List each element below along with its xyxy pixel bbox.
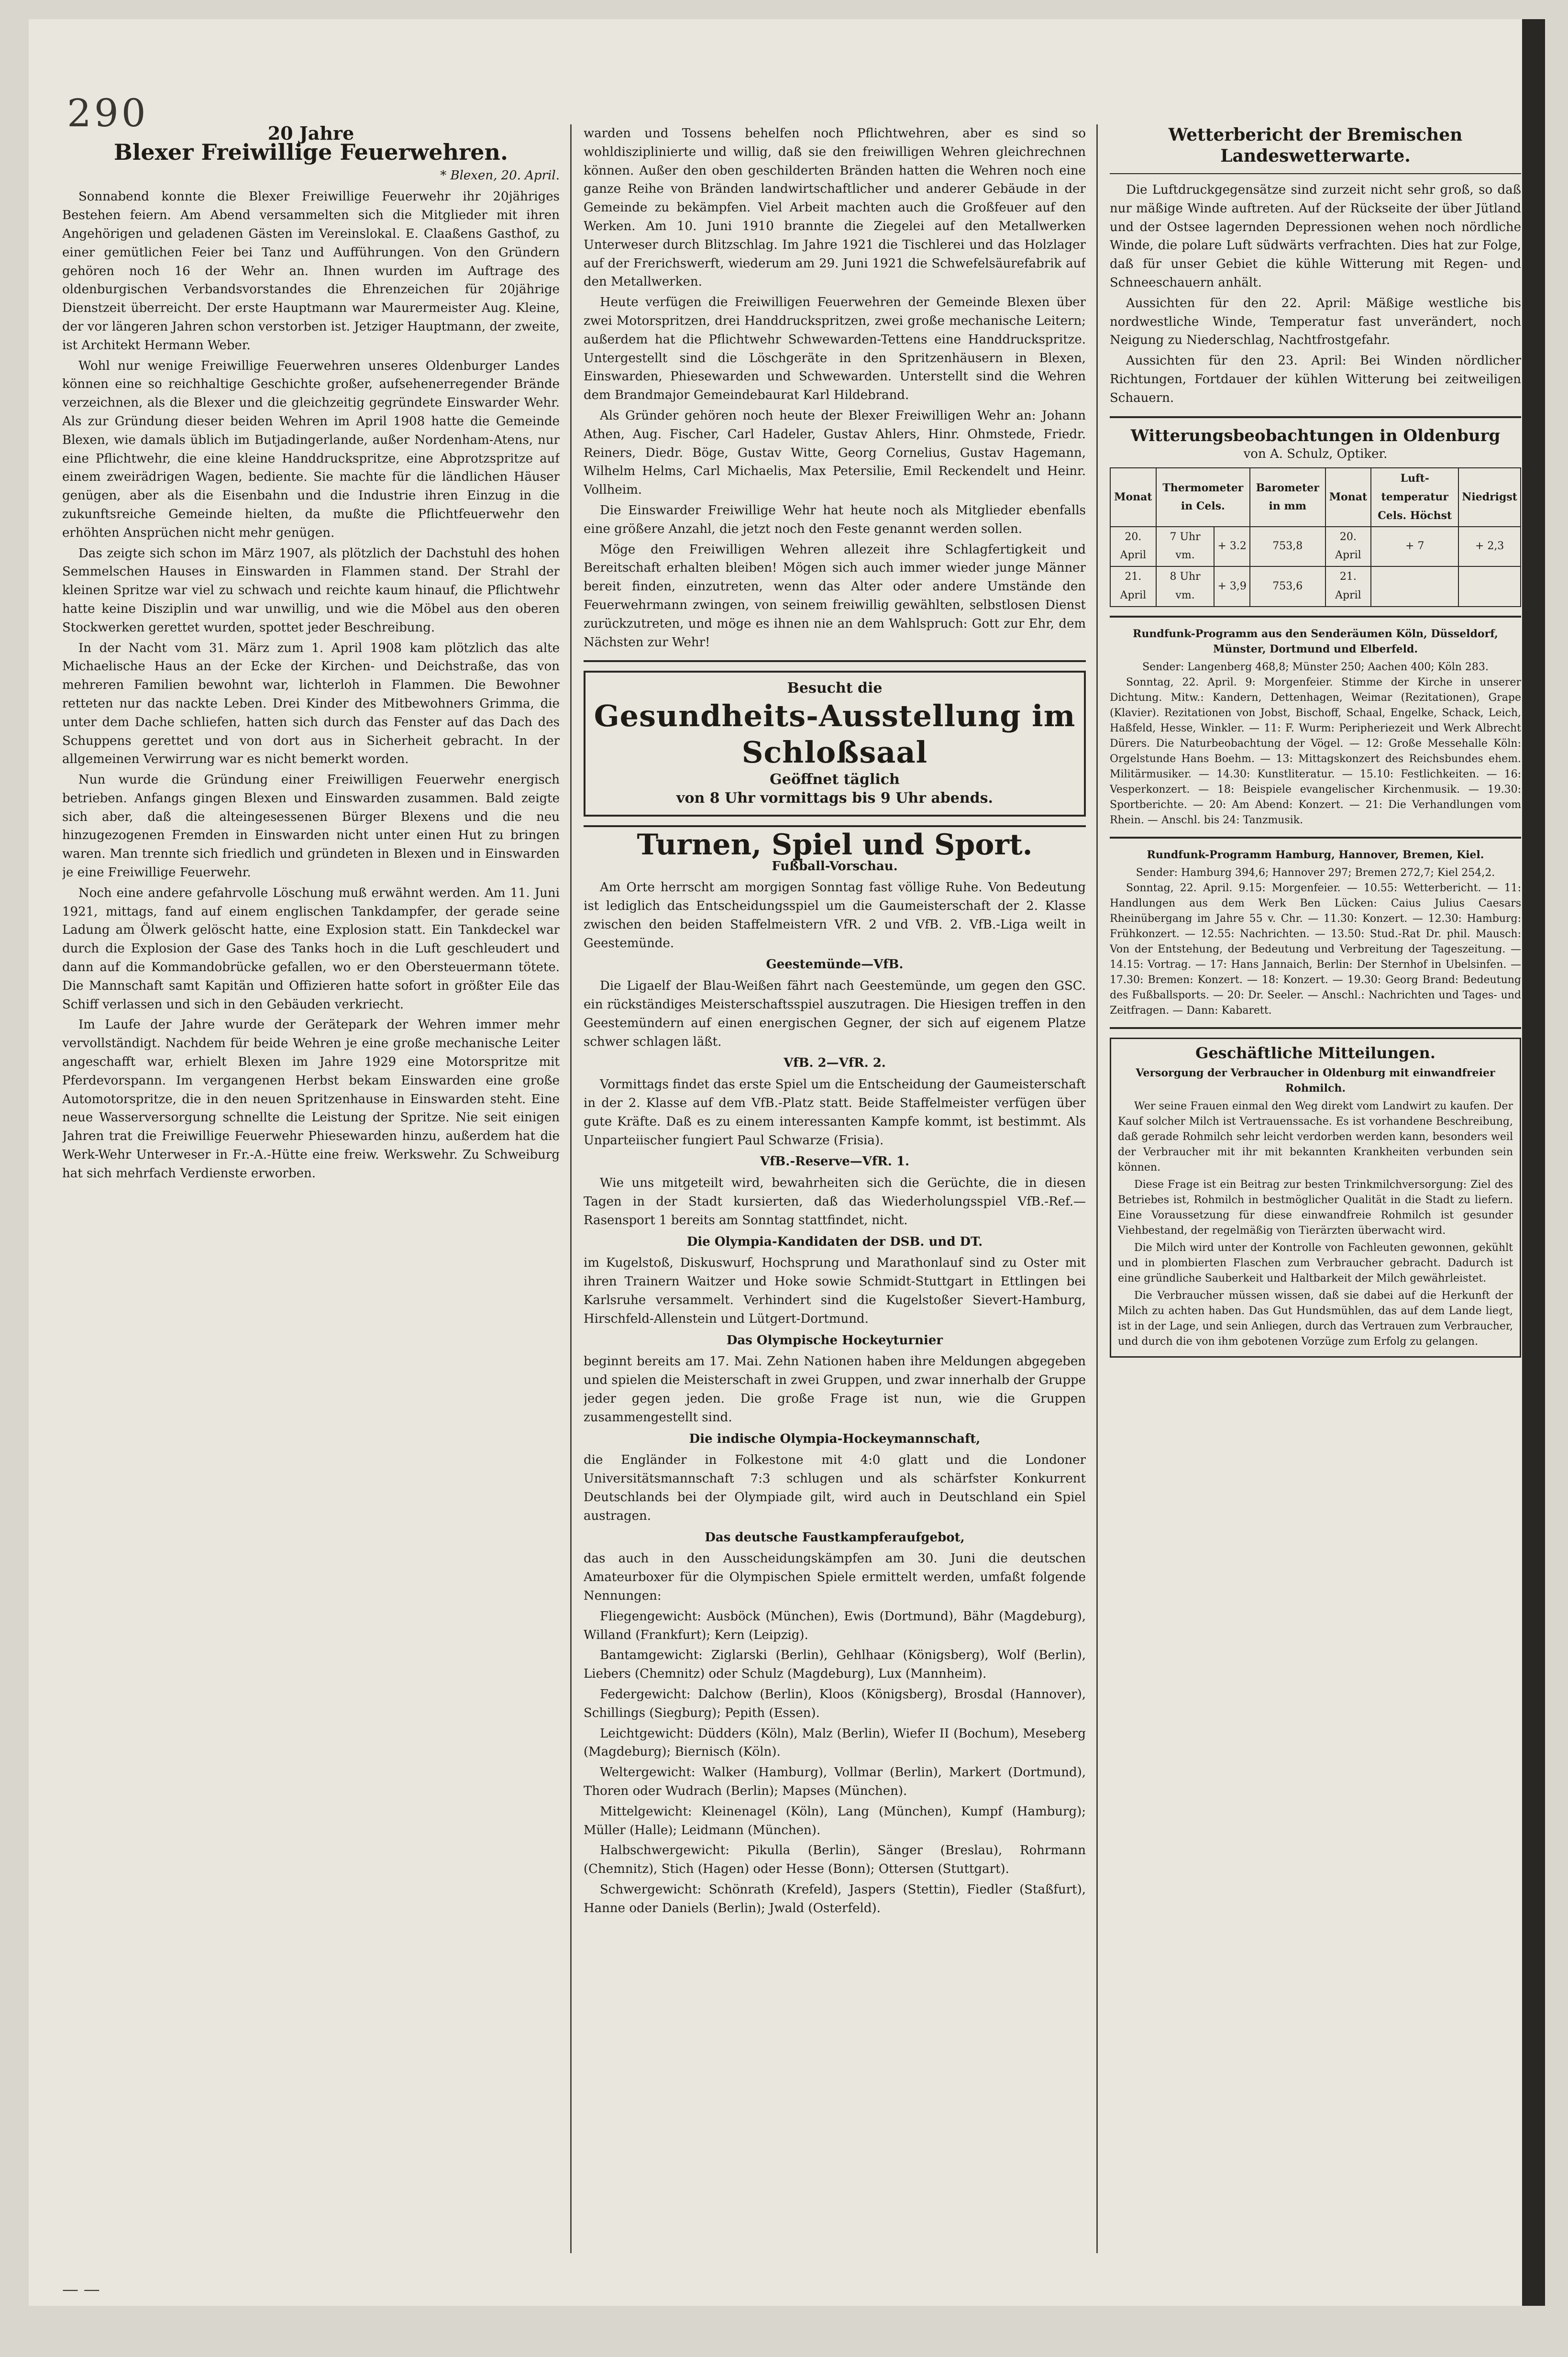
weather-title: Wetterbericht der Bremischen Landeswetterwarte. [1168, 125, 1463, 166]
radio-title: Rundfunk-Programm Hamburg, Hannover, Bremen, Kiel. [1147, 848, 1484, 861]
weather-observation-table [1110, 467, 1521, 607]
paragraph: Fliegengewicht: Ausböck (München), Ewis (Dortmund), Bähr (Magdeburg), Willand (Frankfurt); Kern (Leipzig). [584, 1609, 1086, 1642]
section-rule [1110, 416, 1521, 418]
paragraph: Noch eine andere gefahrvolle Löschung muß erwähnt werden. Am 11. Juni 1921, mittags, fand auf einem englischen Tankdampfer, der gerade seine Ladung am Ölwerk gelöscht hatte, eine Explosion statt. Ein Tankdeckel war durch die Explosion der Gase des Tanks hoch in die Luft geschleudert und dann auf die Kommandobrücke gefallen, wo er den Obersteuermann tötete. Die Mannschaft samt Kapitän und Offizieren hatte sofort in größter Eile das Schiff verlassen und sich in den Gebäuden verkriecht. [62, 885, 560, 1012]
paragraph: Die Milch wird unter der Kontrolle von Fachleuten gewonnen, gekühlt und in plombierten Flaschen zum Verbraucher gebracht. Dadurch ist eine gründliche Sauberkeit und Haltbarkeit der Milch gewährleistet. [1118, 1241, 1513, 1284]
table-cell: 753,8 [1250, 527, 1325, 567]
paragraph: Möge den Freiwilligen Wehren allezeit ihre Schlagfertigkeit und Bereitschaft erhalten bleiben! Mögen sich auch immer wieder junge Männer bereit finden, einzutreten, wenn das Alter oder andere Umstände den Feuerwehrmann zwingen, von seinem freiwillig gewählten, selbstlosen Dienst zurückzutreten, und möge es ihnen nie an dem Wahlspruch: Gott zur Ehr, dem Nächsten zur Wehr! [584, 542, 1086, 650]
paragraph: In der Nacht vom 31. März zum 1. April 1908 kam plötzlich das alte Michaelische Haus an der Ecke der Kirchen- und Deichstraße, das von mehreren Familien bewohnt war, lichterloh in Flammen. Die Bewohner retteten nur das nackte Leben. Drei Kinder des Mitbewohners Grimma, die unter dem Dache schliefen, hatten sich durch das Fenster auf das Dach des Schuppens gerettet und von dort aus in Sicherheit gebracht. In der allgemeinen Verwirrung war es nicht bemerkt worden. [62, 641, 560, 767]
paragraph: Wie uns mitgeteilt wird, bewahrheiten sich die Gerüchte, die in diesen Tagen in der Stadt kursierten, daß das Wiederholungsspiel VfB.-Ref.—Rasensport 1 bereits am Sonntag stattfindet, nicht. [584, 1176, 1086, 1228]
paragraph: Wohl nur wenige Freiwillige Feuerwehren unseres Oldenburger Landes können eine so reichhaltige Geschichte großer, aufsehenerregender Brände verzeichnen, als die Blexer und die gleichzeitig gegründete Einswarder Wehr. Als zur Gründung dieser beiden Wehren im April 1908 hatte die Gemeinde Blexen, wie damals üblich im Butjadingerlande, außer Nordenham-Atens, nur eine Pflichtwehr, die eine kleine Handdruckspritze, eine Abprotzspritze auf einem zweirädrigen Wagen, bediente. Sie machte für die ländlichen Häuser genügen, aber als die Eisenbahn und die Industrie ihren Einzug in die zukunftsreiche Gemeinde hielten, da mußte die Pflichtfeuerwehr den erhöhten Ansprüchen nicht mehr genügen. [62, 358, 560, 540]
table-row [1110, 527, 1521, 567]
paragraph: Leichtgewicht: Düdders (Köln), Malz (Berlin), Wiefer II (Bochum), Meseberg (Magdeburg); Biernisch (Köln). [584, 1726, 1086, 1759]
section-rule [584, 825, 1086, 827]
table-cell: 20. April [1325, 527, 1371, 567]
page-footer-mark: — — [62, 2280, 100, 2299]
radio-schedule: Sonntag, 22. April. 9: Morgenfeier. Stimme der Kirche in unserer Dichtung. Mitw.: Kandern, Dettenhagen, Weimar (Rezitationen), Grape (Klavier). Rezitationen von Jobst, Bischoff, Schaal, Engelke, Schack, Leich, Haßfeld, Hesse, Winkler. — 11: F. Wurm: Peripheriezeit und Werk Albrecht Dürers. Die Naturbeobachtung der Vögel. — 12: Große Messehalle Köln: Orgelstunde Hans Boehm. — 13: Mittagskonzert des Reichsbundes ehem. Militärmusiker. — 14.30: Kunstliteratur. — 15.10: Festlichkeiten. — 16: Vesperkonzert. — 18: Beispiele evangelischer Kirchenmusik. — 19.30: Sportberichte. — 20: Am Abend: Konzert. — 21: Die Verhandlungen vom Rhein. — Anschl. bis 24: Tanzmusik. [1110, 676, 1521, 826]
column-divider [570, 124, 572, 2253]
paragraph: Mittelgewicht: Kleinenagel (Köln), Lang (München), Kumpf (Hamburg); Müller (Halle); Leidmann (München). [584, 1804, 1086, 1837]
paragraph: Aussichten für den 23. April: Bei Winden nördlicher Richtungen, Fortdauer der kühlen Witterung bei zeitweiligen Schauern. [1110, 354, 1521, 405]
paragraph: Sonnabend konnte die Blexer Freiwillige Feuerwehr ihr 20jähriges Bestehen feiern. Am Abend versammelten sich die Mitglieder mit ihren Angehörigen und geladenen Gästen im Vereinslokal. E. Claaßens Gasthof, zu einer gemütlichen Feier bei Tanz und Aufführungen. Von den Gründern gehören noch 16 der Wehr an. Ihnen wurden im Auftrage des oldenburgischen Verbandsvorstandes die Ehrenzeichen für 20jährige Dienstzeit überreicht. Der erste Hauptmann war Maurermeister Aug. Kleine, der vor längeren Jahren schon verstorben ist. Jetziger Hauptmann, der zweite, ist Architekt Hermann Weber. [62, 189, 560, 353]
paragraph: im Kugelstoß, Diskuswurf, Hochsprung und Marathonlauf sind zu Oster mit ihren Trainern Waitzer und Hoke sowie Schmidt-Stuttgart in Ettlingen bei Karlsruhe versammelt. Verhindert sind die Kugelstoßer Sievert-Hamburg, Hirschfeld-Allenstein und Lütgert-Dortmund. [584, 1256, 1086, 1326]
column-fire-brigade [62, 124, 560, 2268]
paragraph: Diese Frage ist ein Beitrag zur besten Trinkmilchversorgung: Ziel des Betriebes ist, Rohmilch in bestmöglicher Qualität in die Stadt zu liefern. Eine Voraussetzung für diese einwandfreie Rohmilch ist gesunder Viehbestand, der regelmäßig von Tierärzten überwacht wird. [1118, 1178, 1513, 1237]
sub-heading: Geestemünde—VfB. [766, 957, 904, 972]
table-cell: 8 Uhr vm. [1156, 566, 1215, 607]
table-cell: + 3,9 [1214, 566, 1250, 607]
section-rule [1110, 1027, 1521, 1029]
paragraph: beginnt bereits am 17. Mai. Zehn Nationen haben ihre Meldungen abgegeben und spielen die Meisterschaft in zwei Gruppen, und zwar innerhalb der Gruppe jeder gegen jeden. Die große Frage ist nun, wie die Gruppen zusammengestellt sind. [584, 1354, 1086, 1425]
exhibition-advertisement [584, 671, 1086, 816]
dateline: * Blexen, 20. April. [440, 168, 560, 183]
column-middle [584, 124, 1086, 2268]
paragraph: Heute verfügen die Freiwilligen Feuerwehren der Gemeinde Blexen über zwei Motorspritzen, drei Handdruckspritzen, zwei große mechanische Leitern; außerdem hat die Pflichtwehr Schwewarden-Tettens eine Handdruckspritze. Untergestellt sind die Löschgeräte in den Spritzenhäusern in Blexen, Einswarden, Phiesewarden und Schwewarden. Unterstellt sind die Wehren dem Brandmajor Gemeindebaurat Karl Hildebrand. [584, 295, 1086, 403]
table-cell: 21. April [1110, 566, 1156, 607]
paragraph: Weltergewicht: Walker (Hamburg), Vollmar (Berlin), Markert (Dortmund), Thoren oder Wudrach (Berlin); Mapses (München). [584, 1765, 1086, 1798]
table-header: Monat [1110, 468, 1156, 526]
paragraph: Vormittags findet das erste Spiel um die Entscheidung der Gaumeisterschaft in der 2. Klasse auf dem VfB.-Platz statt. Beide Staffelmeister verfügen über gute Kräfte. Daß es zu einem interessanten Kampfe kommt, ist bestimmt. Als Unparteiischer fungiert Paul Schwarze (Frisia). [584, 1077, 1086, 1148]
table-header: Barometer in mm [1250, 468, 1325, 526]
paragraph: Die Einswarder Freiwillige Wehr hat heute noch als Mitglieder ebenfalls eine größere Anzahl, die jetzt noch den Feste genannt werden sollen. [584, 503, 1086, 536]
paragraph: Bantamgewicht: Ziglarski (Berlin), Gehlhaar (Königsberg), Wolf (Berlin), Liebers (Chemnitz) oder Schulz (Magdeburg), Lux (Mannheim). [584, 1648, 1086, 1682]
radio-schedule: Sonntag, 22. April. 9.15: Morgenfeier. — 10.55: Wetterbericht. — 11: Handlungen aus dem Werk Ben Lücken: Caius Julius Caesars Rheinübergang im Jahre 55 v. Chr. — 11.30: Konzert. — 12.30: Hamburg: Frühkonzert. — 12.55: Nachrichten. — 13.50: Stud.-Rat Dr. phil. Mausch: Von der Entstehung, der Bedeutung und Verbreitung der Tageszeitung. — 14.15: Vortrag. — 17: Hans Jannaich, Berlin: Der Sternhof in Ubelsinfen. — 17.30: Bremen: Konzert. — 18: Konzert. — 19.30: Georg Brand: Bedeutung des Fußballsports. — 20: Dr. Seeler. — Anschl.: Nachrichten und Tages- und Zeitfragen. — Dann: Kabarett. [1110, 882, 1521, 1017]
ad-line: Geöffnet täglich [770, 771, 900, 788]
table-header: Monat [1325, 468, 1371, 526]
section-rule [584, 660, 1086, 662]
paragraph: Die Ligaelf der Blau-Weißen fährt nach Geestemünde, um gegen den GSC. ein rückständiges Meisterschaftsspiel auszutragen. Die Hiesigen treffen in den Geestemündern auf einen energischen Gegner, der sich auf eigenem Platze schwer schlagen läßt. [584, 979, 1086, 1049]
paragraph: Am Orte herrscht am morgigen Sonntag fast völlige Ruhe. Von Bedeutung ist lediglich das Entscheidungsspiel um die Gaumeisterschaft der 2. Klasse zwischen den beiden Staffelmeistern VfR. 2 und VfB. 2. VfB.-Liga weilt in Geestemünde. [584, 880, 1086, 951]
sub-heading: Die indische Olympia-Hockeymannschaft, [689, 1431, 981, 1446]
ad-line: von 8 Uhr vormittags bis 9 Uhr abends. [676, 789, 993, 807]
table-cell [1371, 566, 1458, 607]
paragraph: Die Luftdruckgegensätze sind zurzeit nicht sehr groß, so daß nur mäßige Winde auftreten. Auf der Rückseite der über Jütland und der Ostsee lagernden Depressionen wehen noch nördliche Winde, die polare Luft südwärts verfrachten. Dies hat zur Folge, daß für unser Gebiet die kühle Witterung mit Regen- und Schneeschauern anhält. [1110, 183, 1521, 290]
paragraph: Als Gründer gehören noch heute der Blexer Freiwilligen Wehr an: Johann Athen, Aug. Fischer, Carl Hadeler, Gustav Ahlers, Hinr. Ohmstede, Friedr. Reiners, Diedr. Böge, Gustav Witte, Georg Cornelius, Gustav Hagemann, Wilhelm Helms, Carl Michaelis, Max Petersilie, Emil Reckendelt und Heinr. Vollheim. [584, 408, 1086, 498]
table-cell: 7 Uhr vm. [1156, 527, 1215, 567]
section-rule [1110, 616, 1521, 618]
table-header: Thermometer in Cels. [1156, 468, 1250, 526]
table-row [1110, 566, 1521, 607]
section-rule [1110, 173, 1521, 174]
sub-heading: VfB. 2—VfR. 2. [784, 1056, 886, 1071]
paragraph: Nun wurde die Gründung einer Freiwilligen Feuerwehr energisch betrieben. Anfangs gingen Blexen und Einswarden zusammen. Bald zeigte sich aber, daß die alteingesessenen Bürger Blexens und die neu hinzugezogenen Fremden in Einswarden nicht unter einen Hut zu bringen waren. Man trennte sich friedlich und gründeten in Blexen und in Einswarden je eine Freiwillige Feuerwehr. [62, 773, 560, 880]
article-title-small: 20 Jahre [267, 124, 354, 144]
table-cell: 21. April [1325, 566, 1371, 607]
business-subtitle: Versorgung der Verbraucher in Oldenburg mit einwandfreier Rohmilch. [1136, 1066, 1495, 1095]
ad-headline: Gesundheits-Ausstellung im Schloßsaal [594, 698, 1076, 770]
section-rule [1110, 837, 1521, 839]
paragraph: Im Laufe der Jahre wurde der Gerätepark der Wehren immer mehr vervollständigt. Nachdem für beide Wehren je eine große mechanische Leiter angeschafft war, erhielt Blexen im Jahre 1929 eine Motorspritze mit Pferdevorspann. Im vergangenen Herbst bekam Einswarden eine große Automotorspritze, die in den neuen Spritzenhause in Einswarden steht. Eine neue Wasserversorgung schnellte die Leistung der Spritze. Nie seit einigen Jahren trat die Freiwillige Feuerwehr Phiesewarden hinzu, außerdem hat die Werk-Wehr Unterweser in Fr.-A.-Hütte eine freiw. Werkswehr. Zu Schweiburg hat sich mehrfach Verdienste erworben. [62, 1018, 560, 1181]
sport-subtitle: Fußball-Vorschau. [772, 859, 898, 874]
table-cell: + 7 [1371, 527, 1458, 567]
observation-title: Witterungsbeobachtungen in Oldenburg [1130, 426, 1501, 445]
paragraph: warden und Tossens behelfen noch Pflichtwehren, aber es sind so wohldisziplinierte und willig, daß sie den freiwilligen Wehren gleichrechnen können. Außer den oben geschilderten Bränden hatten die Wehren noch eine ganze Reihe von Bränden landwirtschaftlicher und anderer Gebäude in der Gemeinde zu bekämpfen. Viel Arbeit machten auch die Großfeuer auf den Werken. Am 10. Juni 1910 brannte die Ziegelei auf den Metallwerken Unterweser durch Blitzschlag. Im Jahre 1921 die Tischlerei und das Holzlager auf der Frerichswerft, wiederum am 29. Juni 1921 die Schwefelsäurefabrik auf den Metallwerken. [584, 126, 1086, 289]
table-header: Niedrigst [1458, 468, 1521, 526]
page-number: 290 [67, 91, 149, 135]
paragraph: Schwergewicht: Schönrath (Krefeld), Jaspers (Stettin), Fiedler (Staßfurt), Hanne oder Daniels (Berlin); Jwald (Osterfeld). [584, 1882, 1086, 1915]
sub-heading: VfB.-Reserve—VfR. 1. [760, 1154, 910, 1169]
paragraph: Das zeigte sich schon im März 1907, als plötzlich der Dachstuhl des hohen Semmelschen Hauses in Einswarden in Flammen stand. Der Strahl der kleinen Spritze war viel zu schwach und reichte kaum hinauf, die Pflichtwehr hatte keine Disziplin und war unwillig, und wie die Möbel aus den oberen Stockwerken gerettet wurden, spottet jeder Beschreibung. [62, 546, 560, 635]
sport-section-title: Turnen, Spiel und Sport. [637, 828, 1033, 862]
paragraph: Wer seine Frauen einmal den Weg direkt vom Landwirt zu kaufen. Der Kauf solcher Milch ist Vertrauenssache. Es ist vorhandene Beschreibung, daß gerade Rohmilch sehr leicht verdorben werden kann, besonders weil der Verbraucher mit ihr mit bekannten Krankheiten verbunden sein können. [1118, 1100, 1513, 1173]
column-right [1110, 124, 1521, 2268]
article-title: Blexer Freiwillige Feuerwehren. [114, 139, 508, 165]
paragraph: Federgewicht: Dalchow (Berlin), Kloos (Königsberg), Brosdal (Hannover), Schillings (Siegburg); Pepith (Essen). [584, 1687, 1086, 1720]
table-cell: + 2,3 [1458, 527, 1521, 567]
paragraph: Halbschwergewicht: Pikulla (Berlin), Sänger (Breslau), Rohrmann (Chemnitz), Stich (Hagen) oder Hesse (Bonn); Ottersen (Stuttgart). [584, 1843, 1086, 1877]
business-title: Geschäftliche Mitteilungen. [1195, 1043, 1435, 1062]
table-cell: 20. April [1110, 527, 1156, 567]
paragraph: Die Verbraucher müssen wissen, daß sie dabei auf die Herkunft der Milch zu achten haben. Das Gut Hundsmühlen, das auf dem Lande liegt, ist in der Lage, und sein Anliegen, durch das Vertrauen zum Verbraucher, und durch die von ihm gebotenen Vorzüge zum Erfolg zu gelangen. [1118, 1289, 1513, 1348]
sub-heading: Das deutsche Faustkampferaufgebot, [705, 1530, 965, 1545]
sub-heading: Die Olympia-Kandidaten der DSB. und DT. [686, 1234, 983, 1249]
observation-subtitle: von A. Schulz, Optiker. [1243, 447, 1388, 462]
newspaper-page [29, 19, 1545, 2306]
radio-program-north [1110, 847, 1521, 1018]
column-divider [1096, 124, 1098, 2253]
business-notices-box [1110, 1038, 1521, 1358]
table-cell: 753,6 [1250, 566, 1325, 607]
ad-line: Besucht die [787, 680, 883, 697]
radio-sender: Sender: Langenberg 468,8; Münster 250; Aachen 400; Köln 283. [1142, 661, 1489, 673]
radio-sender: Sender: Hamburg 394,6; Hannover 297; Bremen 272,7; Kiel 254,2. [1136, 866, 1495, 879]
table-cell: + 3.2 [1214, 527, 1250, 567]
radio-program-west [1110, 626, 1521, 828]
table-cell [1458, 566, 1521, 607]
paragraph: das auch in den Ausscheidungskämpfen am 30. Juni die deutschen Amateurboxer für die Olympischen Spiele ermittelt werden, umfaßt folgende Nennungen: [584, 1551, 1086, 1603]
paragraph: Aussichten für den 22. April: Mäßige westliche bis nordwestliche Winde, Temperatur fast unverändert, noch Neigung zu Niederschlag, Nachtfrostgefahr. [1110, 296, 1521, 348]
sub-heading: Das Olympische Hockeyturnier [726, 1333, 943, 1348]
paragraph: die Engländer in Folkestone mit 4:0 glatt und die Londoner Universitätsmannschaft 7:3 schlugen und als schärfster Konkurrent Deutschlands bei der Olympiade gilt, wird auch in Deutschland ein Spiel austragen. [584, 1453, 1086, 1523]
scan-edge-rail [1522, 19, 1545, 2306]
radio-title: Rundfunk-Programm aus den Senderäumen Köln, Düsseldorf, Münster, Dortmund und Elberfeld. [1133, 627, 1498, 655]
table-header: Lufttemperatur Cels. Höchst [1371, 468, 1458, 526]
